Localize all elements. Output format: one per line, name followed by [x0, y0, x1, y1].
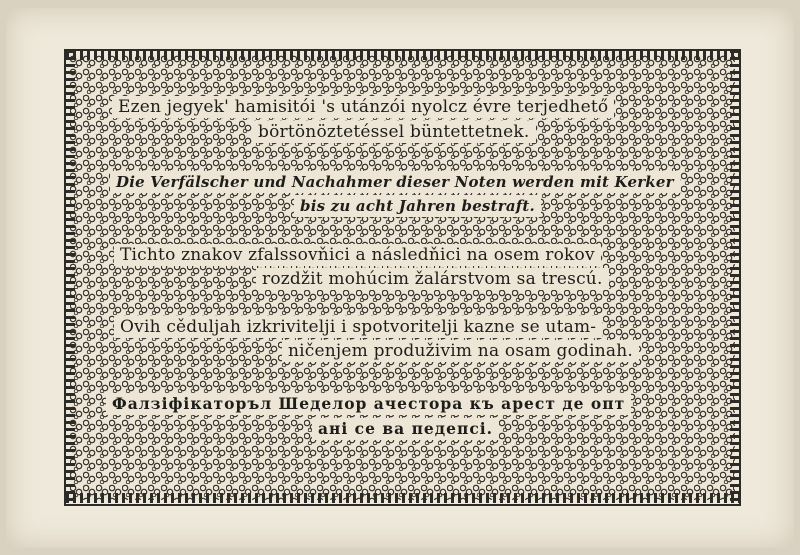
hungarian-line-1: Ezen jegyek' hamisitói 's utánzói nyolcz évre terjedhető: [112, 96, 614, 118]
panel-border-bottom: [66, 493, 739, 503]
slovak-line-1: Tichto znakov zfalssovňici a následňici na osem rokov: [114, 244, 601, 266]
hungarian-line-2: börtönöztetéssel büntettetnek.: [252, 121, 536, 143]
german-line-2: bis zu acht Jahren bestraft.: [294, 195, 541, 217]
panel-border-right: [730, 50, 739, 503]
croatian-line-2: ničenjem produživim na osam godinah.: [282, 340, 639, 362]
panel-border-left: [66, 50, 75, 503]
panel-border-top: [66, 50, 739, 60]
romanian-line-1: Фалзіфікаторъл Шеделор ачестора къ арест де опт: [106, 393, 631, 415]
slovak-line-2: rozdžit mohúcim žalárstvom sa trescú.: [256, 268, 609, 290]
croatian-line-1: Ovih cěduljah izkrivitelji i spotvoritelji kazne se utam-: [114, 316, 602, 338]
german-line-1: Die Verfälscher und Nachahmer dieser Noten werden mit Kerker: [110, 171, 680, 193]
romanian-line-2: ані се ва педепсі.: [312, 418, 499, 440]
